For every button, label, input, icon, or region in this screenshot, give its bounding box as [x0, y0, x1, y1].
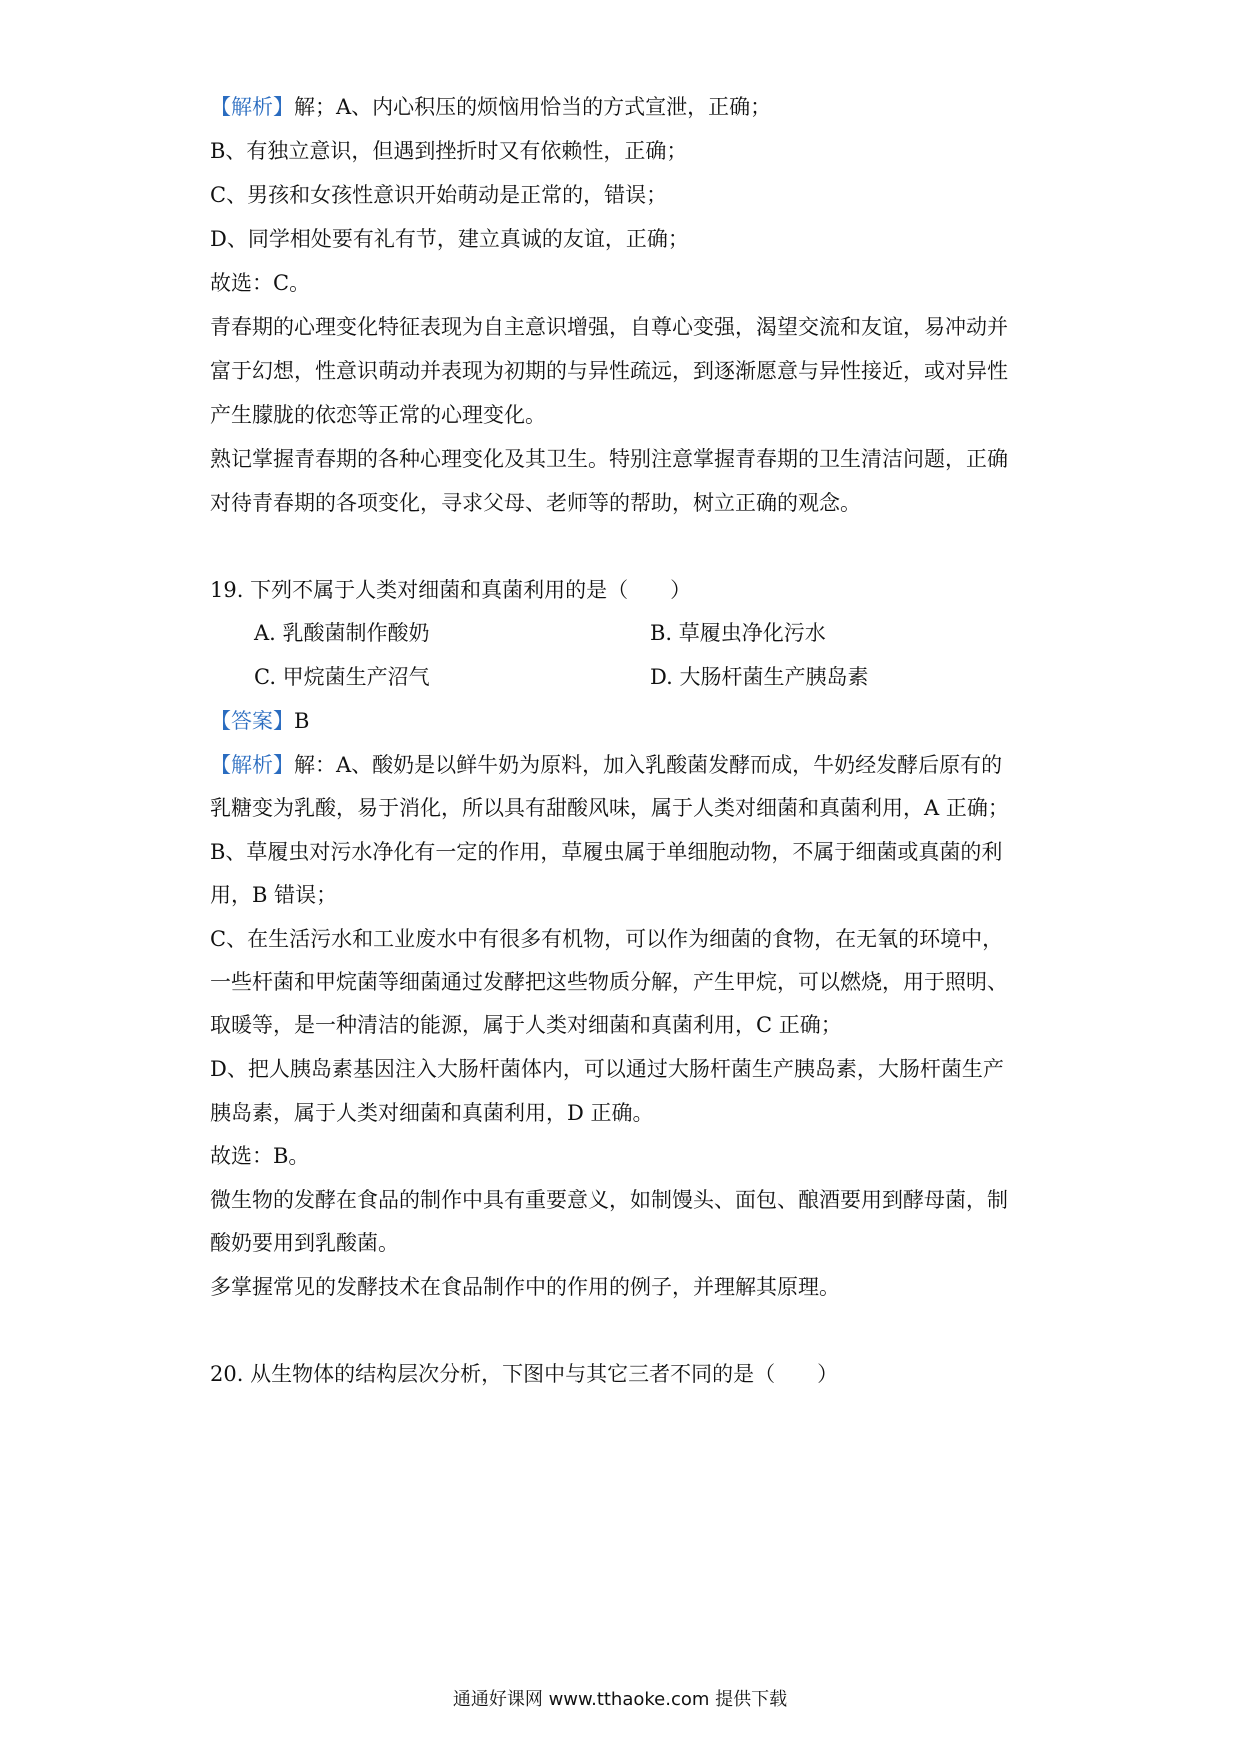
text-line: 胰岛素，属于人类对细菌和真菌利用，D 正确。 [210, 1101, 654, 1125]
text-line: 用，B 错误； [210, 883, 338, 907]
text-line: C、男孩和女孩性意识开始萌动是正常的，错误； [210, 183, 668, 207]
question-19: 19. 下列不属于人类对细菌和真菌利用的是（ ） [210, 578, 692, 602]
text-line: 乳糖变为乳酸，易于消化，所以具有甜酸风味，属于人类对细菌和真菌利用，A 正确； [210, 796, 1009, 820]
text-line: 产生朦胧的依恋等正常的心理变化。 [210, 403, 546, 427]
text-line: C、在生活污水和工业废水中有很多有机物，可以作为细菌的食物，在无氧的环境中， [210, 927, 1004, 951]
question-20: 20. 从生物体的结构层次分析，下图中与其它三者不同的是（ ） [210, 1362, 839, 1386]
text-line: B、有独立意识，但遇到挫折时又有依赖性，正确； [210, 139, 688, 163]
option-c: C. 甲烷菌生产沼气 [254, 665, 430, 689]
jiexi-line [210, 750, 1040, 780]
text-line: D、把人胰岛素基因注入大肠杆菌体内，可以通过大肠杆菌生产胰岛素，大肠杆菌生产 [210, 1057, 1004, 1081]
text-line: D、同学相处要有礼有节，建立真诚的友谊，正确； [210, 227, 689, 251]
page-footer: 通通好课网 www.tthaoke.com 提供下载 [452, 1689, 788, 1710]
text-line: 故选：B。 [210, 1144, 310, 1168]
answer-line [210, 706, 1040, 736]
text-line: 一些杆菌和甲烷菌等细菌通过发酵把这些物质分解，产生甲烷，可以燃烧，用于照明、 [210, 970, 1008, 994]
jiexi-tag: 【解析】 [210, 95, 294, 119]
text-line: 故选：C。 [210, 271, 311, 295]
option-d: D. 大肠杆菌生产胰岛素 [650, 665, 869, 689]
text-line: 青春期的心理变化特征表现为自主意识增强，自尊心变强，渴望交流和友谊，易冲动并 [210, 315, 1008, 339]
jiexi-text: 解：A、酸奶是以鲜牛奶为原料，加入乳酸菌发酵而成，牛奶经发酵后原有的 [294, 753, 1003, 777]
text-line: 酸奶要用到乳酸菌。 [210, 1231, 399, 1255]
text-line: 富于幻想，性意识萌动并表现为初期的与异性疏远，到逐渐愿意与异性接近，或对异性 [210, 359, 1008, 383]
jiexi-line [210, 92, 1040, 122]
text-line: 对待青春期的各项变化，寻求父母、老师等的帮助，树立正确的观念。 [210, 491, 861, 515]
text-line: B、草履虫对污水净化有一定的作用，草履虫属于单细胞动物，不属于细菌或真菌的利 [210, 840, 1003, 864]
text-line: 多掌握常见的发酵技术在食品制作中的作用的例子，并理解其原理。 [210, 1275, 840, 1299]
answer-value: B [294, 709, 310, 733]
jiexi-tag: 【解析】 [210, 753, 294, 777]
text-line: 取暖等，是一种清洁的能源，属于人类对细菌和真菌利用，C 正确； [210, 1013, 842, 1037]
text-line: 微生物的发酵在食品的制作中具有重要意义，如制馒头、面包、酿酒要用到酵母菌，制 [210, 1188, 1008, 1212]
text-line: 熟记掌握青春期的各种心理变化及其卫生。特别注意掌握青春期的卫生清洁问题，正确 [210, 447, 1008, 471]
option-a: A. 乳酸菌制作酸奶 [254, 621, 430, 645]
jiexi-text: 解；A、内心积压的烦恼用恰当的方式宣泄，正确； [294, 95, 772, 119]
option-b: B. 草履虫净化污水 [650, 621, 826, 645]
answer-tag: 【答案】 [210, 709, 294, 733]
